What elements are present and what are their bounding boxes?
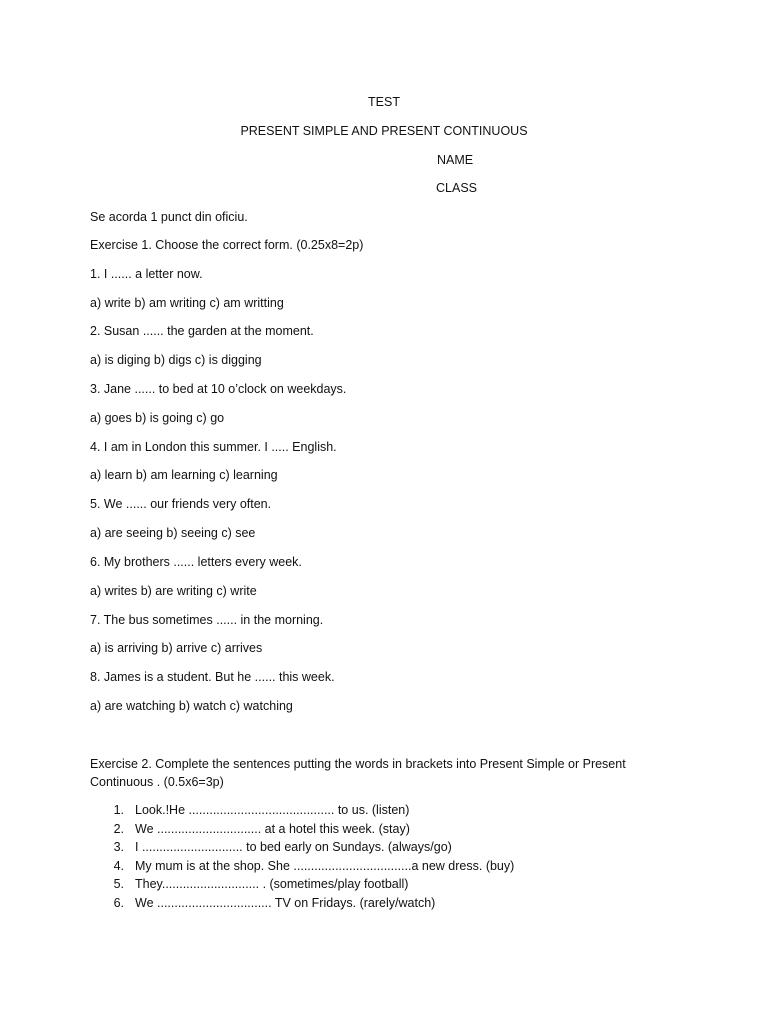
exercise2-item <box>0 875 768 894</box>
test-heading: TEST <box>368 95 400 109</box>
item-number: 3. <box>113 840 124 854</box>
exercise2-item <box>0 857 768 876</box>
exercise2-item <box>0 894 768 913</box>
item-number: 2. <box>113 821 124 836</box>
exercise1-options: a) goes b) is going c) go <box>90 411 225 425</box>
exercise2-list <box>0 801 768 912</box>
exercise1-question: 3. Jane ...... to bed at 10 o’clock on weekdays. <box>90 382 347 396</box>
item-number: 4. <box>113 858 124 873</box>
exercise2-item <box>0 801 768 820</box>
exercise1-options: a) writes b) are writing c) write <box>90 584 257 598</box>
item-text: We ................................. TV on Fridays. (rarely/watch) <box>135 895 436 910</box>
exercise1-question: 8. James is a student. But he ...... this week. <box>90 670 335 684</box>
exercise2-item <box>0 820 768 839</box>
item-number: 1. <box>113 803 124 817</box>
exercise1-question: 4. I am in London this summer. I ..... English. <box>90 440 337 454</box>
exercise1-options: a) are seeing b) seeing c) see <box>90 526 256 540</box>
exercise2-item <box>0 838 768 857</box>
exercise1-options: a) learn b) am learning c) learning <box>90 468 278 482</box>
name-label: NAME <box>437 153 474 167</box>
exercise1-title: Exercise 1. Choose the correct form. (0.25x8=2p) <box>90 238 364 252</box>
item-text: My mum is at the shop. She ..................................a new dress. (buy) <box>135 858 515 873</box>
exercise1-options: a) are watching b) watch c) watching <box>90 699 293 713</box>
item-number: 6. <box>113 895 124 910</box>
class-label: CLASS <box>436 181 477 195</box>
exercise1-question: 7. The bus sometimes ...... in the morning. <box>90 613 324 627</box>
exercise1-options: a) is arriving b) arrive c) arrives <box>90 641 263 655</box>
item-number: 5. <box>113 877 124 891</box>
exercise1-options: a) write b) am writing c) am writting <box>90 296 284 310</box>
item-text: We .............................. at a hotel this week. (stay) <box>135 821 410 836</box>
exercise1-question: 2. Susan ...... the garden at the moment. <box>90 324 314 338</box>
subject-heading: PRESENT SIMPLE AND PRESENT CONTINUOUS <box>240 124 528 138</box>
exercise2-title: Exercise 2. Complete the sentences putting the words in brackets into Present Simple or Present Continuous . (0.5x6=3p) <box>90 757 626 789</box>
exercise1-options: a) is diging b) digs c) is digging <box>90 353 262 367</box>
item-text: Look.!He .......................................... to us. (listen) <box>135 803 410 817</box>
item-text: They............................ . (sometimes/play football) <box>135 877 409 891</box>
exercise1-question: 5. We ...... our friends very often. <box>90 497 272 511</box>
exercise1-question: 6. My brothers ...... letters every week. <box>90 555 302 569</box>
intro-note: Se acorda 1 punct din oficiu. <box>90 210 248 224</box>
item-text: I ............................. to bed early on Sundays. (always/go) <box>135 840 452 854</box>
exercise1-question: 1. I ...... a letter now. <box>90 267 203 281</box>
